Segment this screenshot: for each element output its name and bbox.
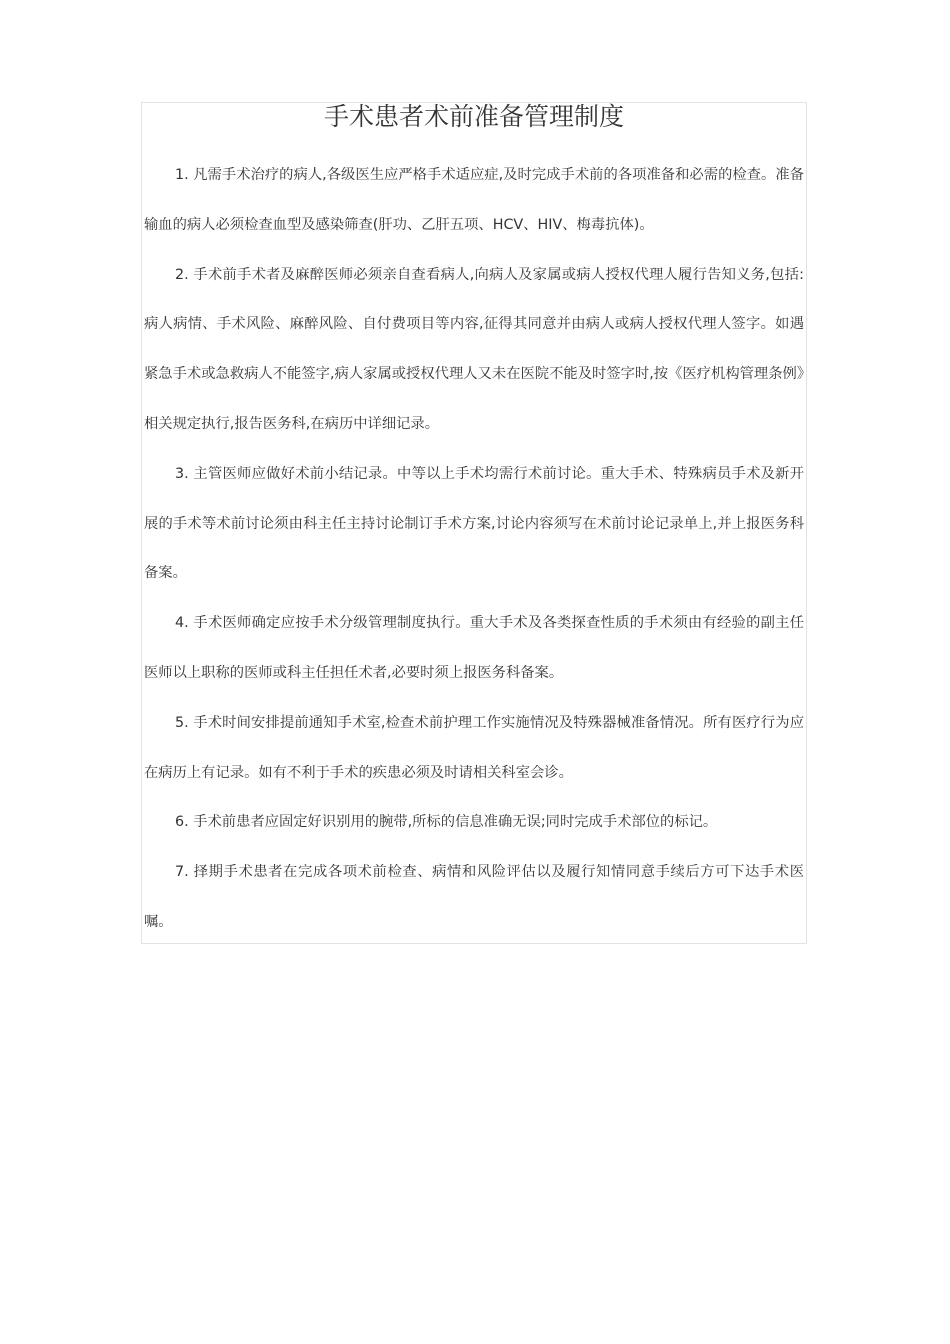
paragraph-6: 6. 手术前患者应固定好识别用的腕带,所标的信息准确无误;同时完成手术部位的标记。 <box>175 814 718 831</box>
paragraph-1: 1. 凡需手术治疗的病人,各级医生应严格手术适应症,及时完成手术前的各项准备和必需的检查。准备输血的病人必须检查血型及感染筛查(肝功、乙肝五项、HCV、HIV、梅毒抗体)。 <box>144 167 804 233</box>
document-title: 手术患者术前准备管理制度 <box>323 102 624 131</box>
paragraph-2: 2. 手术前手术者及麻醉医师必须亲自查看病人,向病人及家属或病人授权代理人履行告知义务,包括:病人病情、手术风险、麻醉风险、自付费项目等内容,征得其同意并由病人或病人授权代理人签字。如遇紧急手术或急救病人不能签字,病人家属或授权代理人又未在医院不能及时签字时,按《医疗机构管理条例》相关规定执行,报告医务科,在病历中详细记录。 <box>144 266 804 432</box>
document-frame <box>141 102 807 944</box>
paragraph-7: 7. 择期手术患者在完成各项术前检查、病情和风险评估以及履行知情同意手续后方可下达手术医嘱。 <box>144 864 804 930</box>
paragraph-5: 5. 手术时间安排提前通知手术室,检查术前护理工作实施情况及特殊器械准备情况。所有医疗行为应在病历上有记录。如有不利于手术的疾患必须及时请相关科室会诊。 <box>144 714 804 781</box>
paragraph-3: 3. 主管医师应做好术前小结记录。中等以上手术均需行术前讨论。重大手术、特殊病员手术及新开展的手术等术前讨论须由科主任主持讨论制订手术方案,讨论内容须写在术前讨论记录单上,并上报医务科备案。 <box>144 465 804 582</box>
paragraph-4: 4. 手术医师确定应按手术分级管理制度执行。重大手术及各类探查性质的手术须由有经验的副主任医师以上职称的医师或科主任担任术者,必要时须上报医务科备案。 <box>144 615 804 681</box>
document-body <box>144 151 804 948</box>
